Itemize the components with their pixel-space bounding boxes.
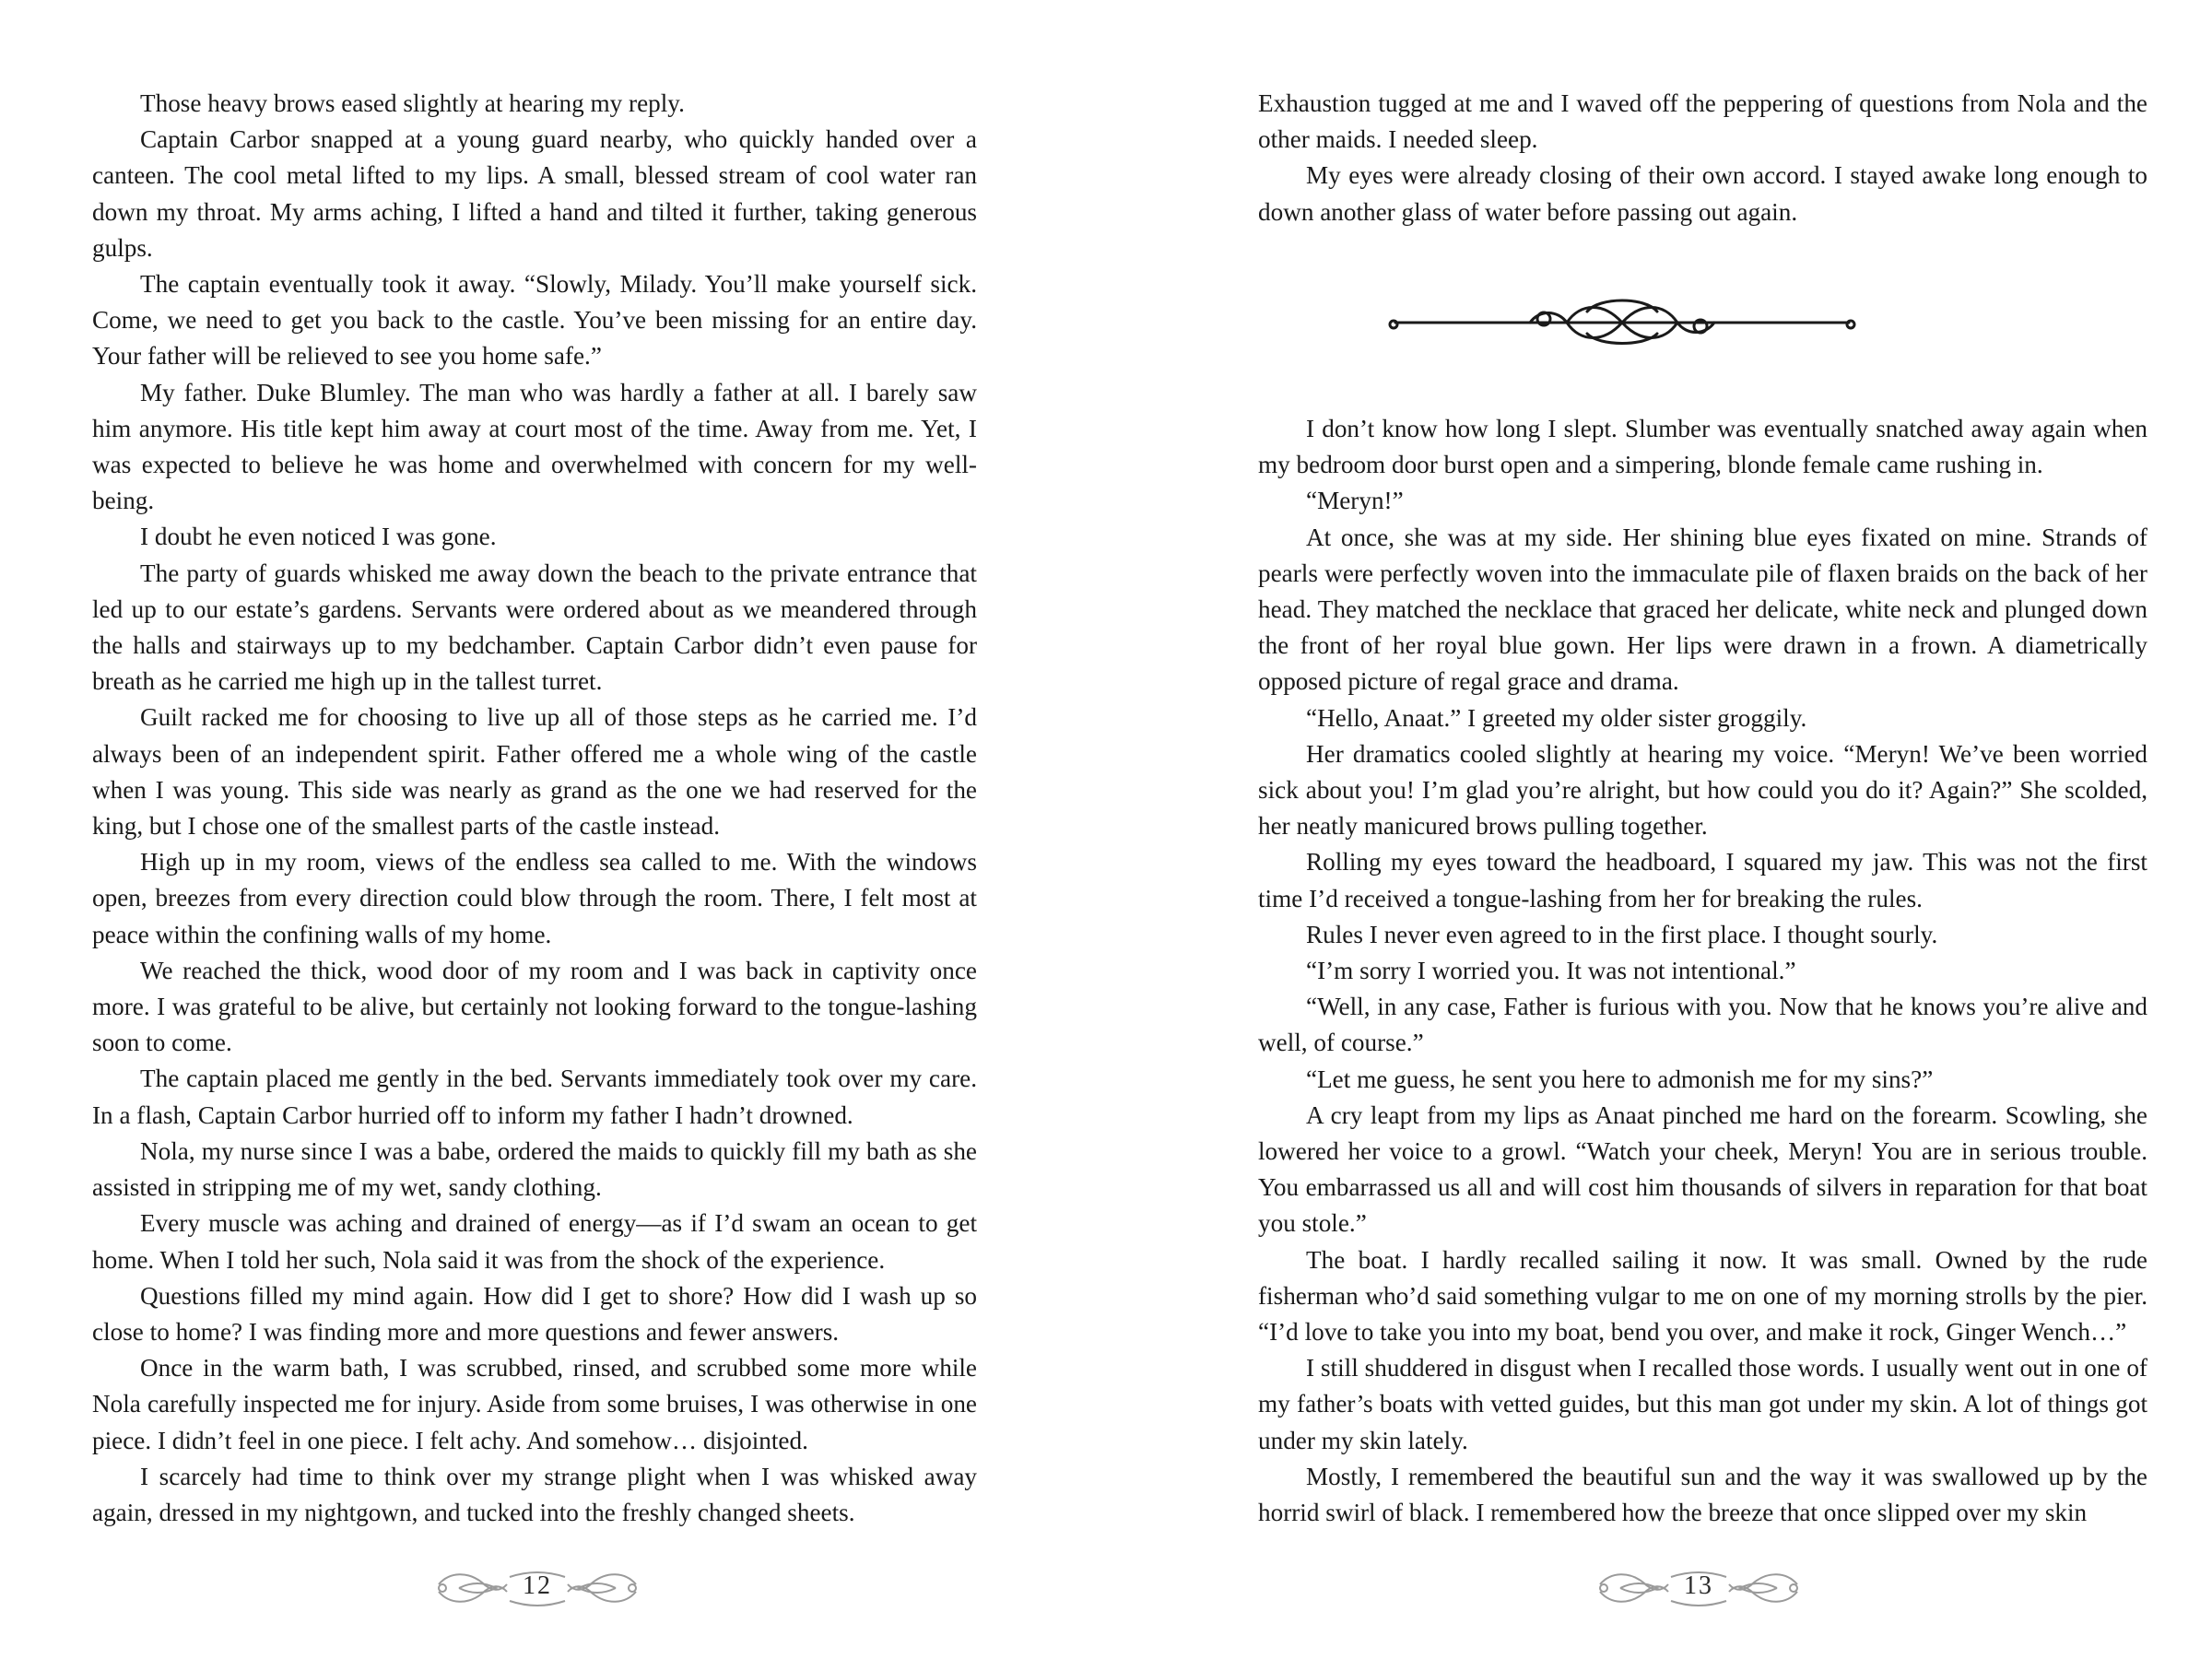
paragraph: “Meryn!”: [1306, 487, 1404, 515]
paragraph: The captain placed me gently in the bed. Servants immediately took over my care. In a flash, Captain Carbor hurried off to inform my father I hadn’t drowned.: [92, 1065, 977, 1129]
page-number-ornament: [1593, 1564, 1805, 1612]
paragraph: Captain Carbor snapped at a young guard nearby, who quickly handed over a canteen. The cool metal lifted to my lips. A small, blessed stream of cool water ran down my throat. My arms aching, I lifted a hand and tilted it further, taking generous gulps.: [92, 125, 977, 262]
scene-break-flourish-icon: [1382, 293, 1862, 348]
paragraph: I doubt he even noticed I was gone.: [140, 523, 497, 551]
paragraph: “Hello, Anaat.” I greeted my older sister groggily.: [1306, 703, 1807, 732]
paragraph: Rolling my eyes toward the headboard, I squared my jaw. This was not the first time I’d received a tongue-lashing from her for breaking the rules.: [1258, 848, 2147, 912]
paragraph: I scarcely had time to think over my strange plight when I was whisked away again, dressed in my nightgown, and tucked into the freshly changed sheets.: [92, 1462, 977, 1526]
page-number: 13: [1684, 1571, 1713, 1600]
paragraph: Exhaustion tugged at me and I waved off the peppering of questions from Nola and the other maids. I needed sleep.: [1258, 89, 2147, 154]
paragraph: Every muscle was aching and drained of energy—as if I’d swam an ocean to get home. When I told her such, Nola said it was from the shock of the experience.: [92, 1209, 977, 1274]
paragraph: My father. Duke Blumley. The man who was hardly a father at all. I barely saw him anymore. His title kept him away at court most of the time. Away from me. Yet, I was expected to believe he was home and overwhelmed with concern for my well-being.: [92, 378, 977, 515]
paragraph: Her dramatics cooled slightly at hearing my voice. “Meryn! We’ve been worried sick about you! I’m glad you’re alright, but how could you do it? Again?” She scolded, her neatly manicured brows pulling together.: [1258, 739, 2147, 841]
paragraph: “Let me guess, he sent you here to admonish me for my sins?”: [1306, 1065, 1934, 1093]
paragraph: Mostly, I remembered the beautiful sun and the way it was swallowed up by the horrid swirl of black. I remembered how the breeze that once slipped over my skin: [1258, 1462, 2147, 1527]
paragraph: High up in my room, views of the endless sea called to me. With the windows open, breezes from every direction could blow through the room. There, I felt most at peace within the confining walls of my home.: [92, 848, 977, 948]
paragraph: Once in the warm bath, I was scrubbed, rinsed, and scrubbed some more while Nola carefully inspected me for injury. Aside from some bruises, I was otherwise in one piece. I didn’t feel in one piece. I felt achy. And somehow… disjointed.: [92, 1354, 977, 1454]
paragraph: The boat. I hardly recalled sailing it now. It was small. Owned by the rude fisherman who’d said something vulgar to me on one of my morning strolls by the pier. “I’d love to take you into my boat, bend you over, and make it rock, Ginger Wench…”: [1258, 1245, 2147, 1347]
paragraph: At once, she was at my side. Her shining blue eyes fixated on mine. Strands of pearls were perfectly woven into the immaculate pile of flaxen braids on the back of her head. They matched the necklace that graced her delicate, white neck and plunged down the front of her royal blue gown. Her lips were drawn in a frown. A diametrically opposed picture of regal grace and drama.: [1258, 523, 2147, 696]
left-page-text: [92, 86, 977, 1531]
paragraph: My eyes were already closing of their own accord. I stayed awake long enough to down another glass of water before passing out again.: [1258, 161, 2147, 226]
paragraph: “Well, in any case, Father is furious with you. Now that he knows you’re alive and well, of course.”: [1258, 993, 2147, 1057]
paragraph: I don’t know how long I slept. Slumber was eventually snatched away again when my bedroom door burst open and a simpering, blonde female came rushing in.: [1258, 415, 2147, 479]
page-number: 12: [523, 1571, 552, 1600]
right-page-upper-text: [1258, 86, 2147, 230]
paragraph: The party of guards whisked me away down the beach to the private entrance that led up to our estate’s gardens. Servants were ordered about as we meandered through the halls and stairways up to my bedchamber. Captain Carbor didn’t even pause for breath as he carried me high up in the tallest turret.: [92, 559, 977, 696]
paragraph: “I’m sorry I worried you. It was not intentional.”: [1306, 957, 1796, 985]
right-page: [1106, 0, 2212, 1659]
paragraph: We reached the thick, wood door of my room and I was back in captivity once more. I was grateful to be alive, but certainly not looking forward to the tongue-lashing soon to come.: [92, 956, 977, 1057]
right-page-lower-text: [1258, 411, 2147, 1531]
paragraph: Guilt racked me for choosing to live up all of those steps as he carried me. I’d always been of an independent spirit. Father offered me a whole wing of the castle when I was young. This side was nearly as grand as the one we had reserved for the king, but I chose one of the smallest parts of the castle instead.: [92, 703, 977, 841]
paragraph: Rules I never even agreed to in the first place. I thought sourly.: [1306, 920, 1938, 948]
paragraph: I still shuddered in disgust when I recalled those words. I usually went out in one of my father’s boats with vetted guides, but this man got under my skin. A lot of things got under my skin lately.: [1258, 1354, 2147, 1454]
paragraph: Questions filled my mind again. How did I get to shore? How did I wash up so close to home? I was finding more and more questions and fewer answers.: [92, 1281, 977, 1346]
paragraph: A cry leapt from my lips as Anaat pinched me hard on the forearm. Scowling, she lowered her voice to a growl. “Watch your cheek, Meryn! You are in serious trouble. You embarrassed us all and will cost him thousands of silvers in reparation for that boat you stole.”: [1258, 1100, 2147, 1238]
paragraph: Those heavy brows eased slightly at hearing my reply.: [140, 89, 685, 117]
page-number-ornament: [431, 1564, 643, 1612]
paragraph: The captain eventually took it away. “Slowly, Milady. You’ll make yourself sick. Come, we need to get you back to the castle. You’ve been missing for an entire day. Your father will be relieved to see you home safe.”: [92, 270, 977, 371]
paragraph: Nola, my nurse since I was a babe, ordered the maids to quickly fill my bath as she assisted in stripping me of my wet, sandy clothing.: [92, 1136, 977, 1202]
